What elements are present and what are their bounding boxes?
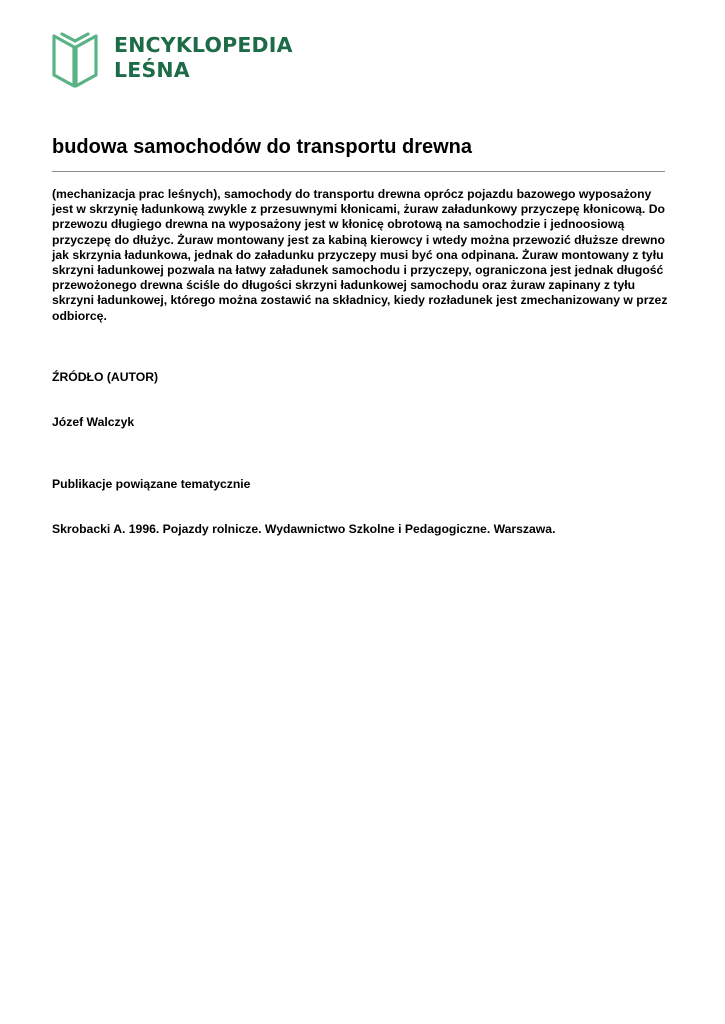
title-divider [52, 171, 665, 172]
logo-text [114, 33, 293, 83]
author-name: Józef Walczyk [52, 415, 135, 429]
site-logo[interactable] [52, 32, 292, 90]
page-title: budowa samochodów do transportu drewna [52, 136, 473, 158]
open-book-icon [52, 32, 98, 88]
article-body: (mechanizacja prac leśnych), samochody do transportu drewna oprócz pojazdu bazowego wyposażony jest w skrzynię ładunkową zwykle z przesuwnymi kłonicami, żuraw załadunkowy przyczepę kłonicową. Do przewozu długiego drewna na wyposażony jest w kłonicę obrotową na samochodzie i jednoosiową przyczepę do dłużyc. Żuraw montowany jest za kabiną kierowcy i wtedy można przewozić dłuższe drewno jak skrzynia ładunkowa, jednak do załadunku przyczepy musi być ona odpinana. Żuraw montowany z tyłu skrzyni ładunkowej pozwala na łatwy załadunek samochodu i przyczepy, ograniczona jest jednak długość przewożonego drewna ściśle do długości skrzyni ładunkowej samochodu oraz żuraw zapinany z tyłu skrzyni ładunkowej, którego można zostawić na składnicy, kiedy rozładunek jest zmechanizowany w przez odbiorcę. [52, 187, 668, 323]
related-publications-label: Publikacje powiązane tematycznie [52, 477, 251, 491]
logo-line-1: ENCYKLOPEDIA [114, 33, 293, 57]
related-publication-item: Skrobacki A. 1996. Pojazdy rolnicze. Wydawnictwo Szkolne i Pedagogiczne. Warszawa. [52, 522, 556, 536]
source-label: ŹRÓDŁO (AUTOR) [52, 370, 159, 384]
logo-line-2: LEŚNA [114, 58, 190, 82]
